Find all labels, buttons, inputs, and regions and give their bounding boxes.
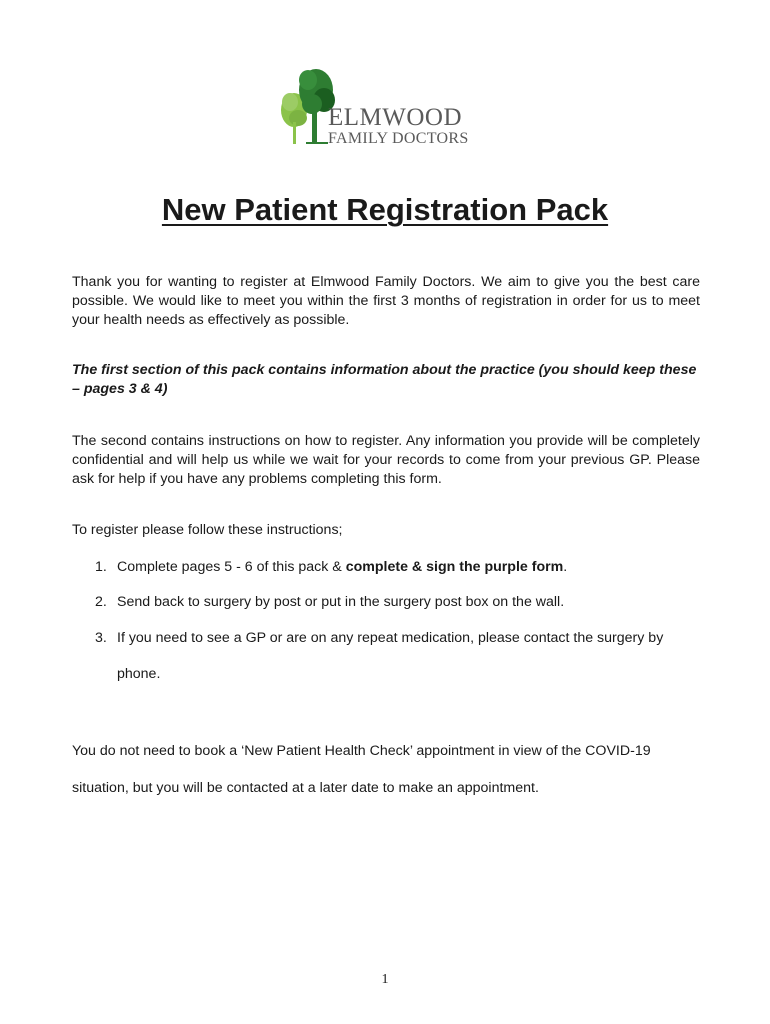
page-title: New Patient Registration Pack <box>161 192 609 227</box>
list-item-text: Complete pages 5 - 6 of this pack & <box>117 559 346 575</box>
second-section-paragraph: The second contains instructions on how to register. Any information you provide will be completely confidential and will help us while we wait for your records to come from your previous GP. Please ask for help if you have any problems completing this form. <box>72 433 700 487</box>
list-item-number: 2. <box>95 594 107 610</box>
logo-wordmark-line2: FAMILY DOCTORS <box>328 130 469 147</box>
list-item-text: Send back to surgery by post or put in the surgery post box on the wall. <box>117 594 565 610</box>
intro-paragraph: Thank you for wanting to register at Elmwood Family Doctors. We aim to give you the best care possible. We would like to meet you within the first 3 months of registration in order for us to meet your health needs as effectively as possible. <box>72 274 700 328</box>
health-check-note: You do not need to book a ‘New Patient Health Check’ appointment in view of the COVID-19 situation, but you will be contacted at a later date to make an appointment. <box>72 743 651 796</box>
list-item <box>72 558 702 577</box>
logo-wordmark-line1: ELMWOOD <box>328 104 463 131</box>
list-item <box>72 593 702 612</box>
first-section-note: The first section of this pack contains information about the practice (you should keep these – pages 3 & 4) <box>72 362 697 397</box>
instruction-list <box>72 558 702 700</box>
page-number: 1 <box>381 972 389 987</box>
list-item-emphasis: complete & sign the purple form <box>345 559 564 575</box>
list-item-text: If you need to see a GP or are on any repeat medication, please contact the surgery by phone. <box>117 630 664 682</box>
list-item-number: 3. <box>95 630 107 646</box>
list-item-end: . <box>563 559 568 575</box>
instructions-lead: To register please follow these instructions; <box>72 522 343 538</box>
practice-logo <box>278 66 498 154</box>
list-item <box>72 620 702 692</box>
list-item-number: 1. <box>95 559 107 575</box>
